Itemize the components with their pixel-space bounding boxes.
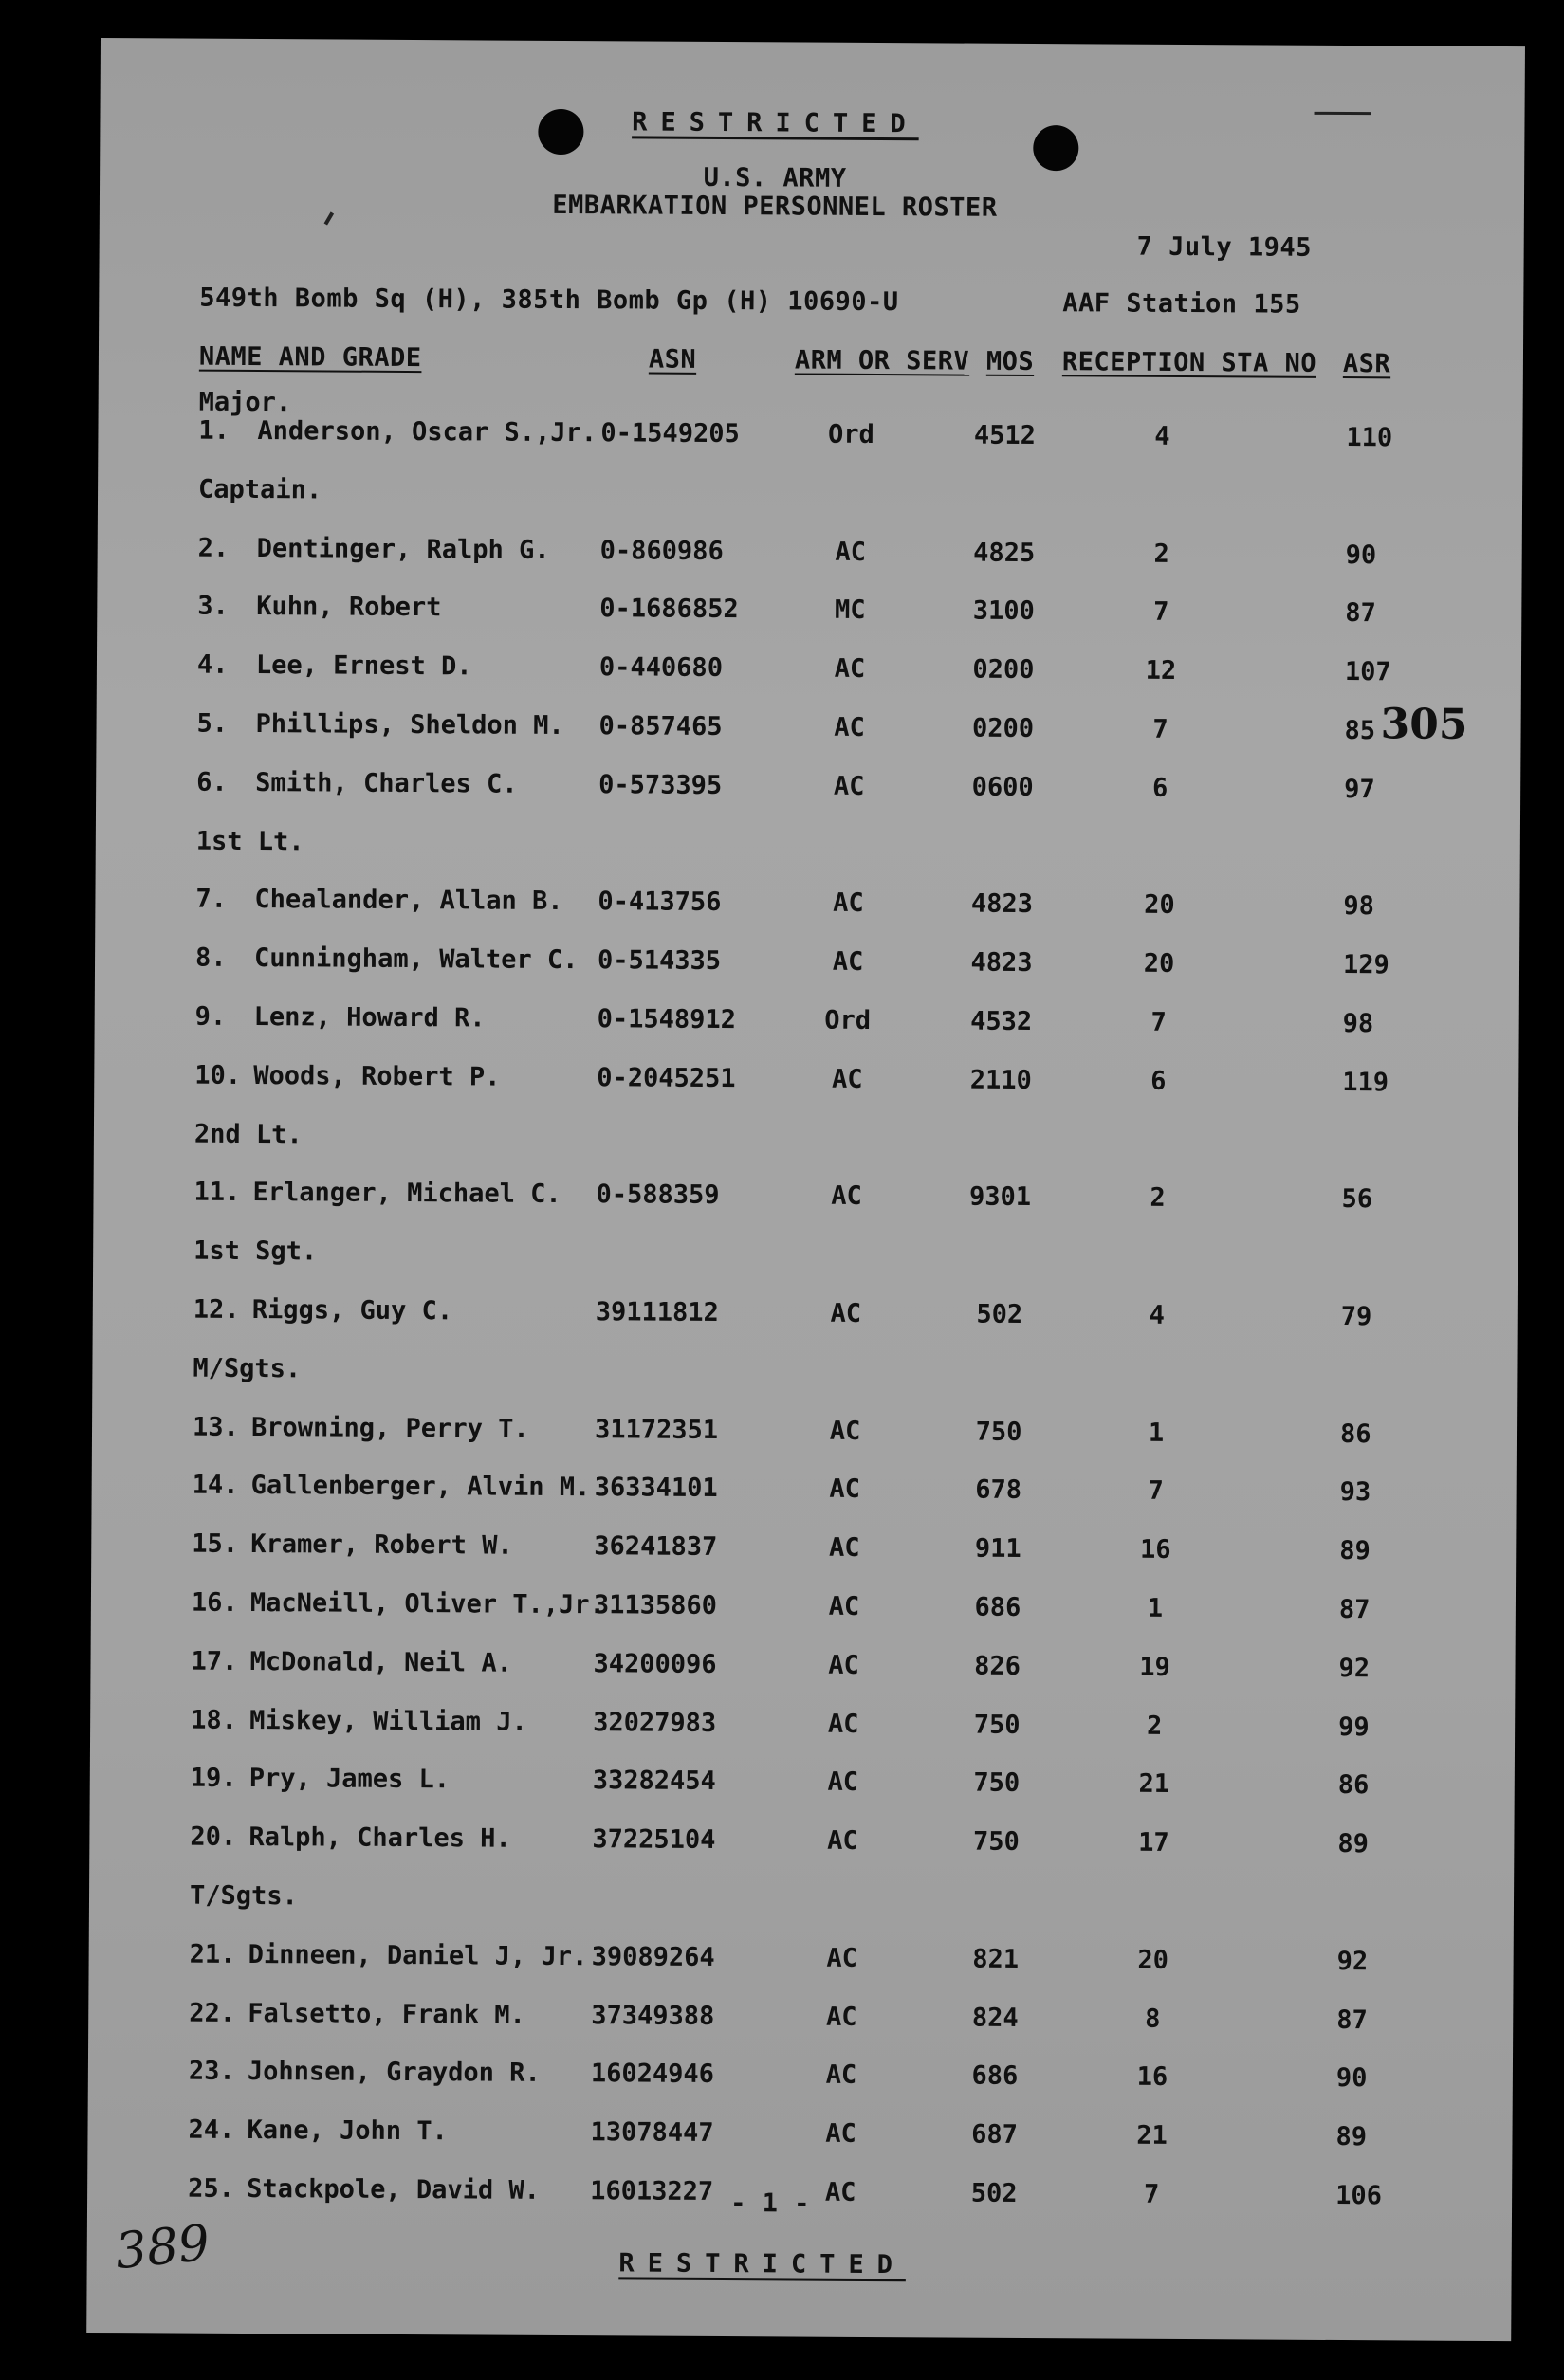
mos-code: 502: [976, 1299, 1023, 1329]
member-name: Kuhn, Robert: [256, 592, 442, 623]
member-name: Erlanger, Michael C.: [252, 1178, 561, 1210]
mos-code: 824: [971, 2003, 1019, 2033]
reception-station: 21: [1138, 1769, 1170, 1800]
stray-mark: [1315, 112, 1371, 115]
asr-score: 98: [1343, 891, 1375, 922]
member-name: McDonald, Neil A.: [249, 1646, 512, 1678]
roster-row: [88, 2056, 1513, 2102]
row-number: 12.: [193, 1294, 240, 1325]
member-name: Anderson, Oscar S.,Jr.: [257, 416, 598, 449]
arm-or-service: AC: [831, 1181, 862, 1212]
arm-or-service: AC: [834, 653, 866, 685]
asr-score: 87: [1336, 2005, 1368, 2035]
reception-station: 7: [1150, 1007, 1167, 1037]
arm-or-service: AC: [832, 946, 864, 978]
reception-station: 7: [1148, 1476, 1164, 1507]
roster-row: [93, 1294, 1518, 1341]
roster-row: [92, 1412, 1517, 1458]
col-mos-header: MOS: [985, 346, 1035, 377]
arm-or-service: Ord: [824, 1005, 872, 1035]
roster-row: [90, 1646, 1515, 1693]
member-name: Dentinger, Ralph G.: [256, 533, 550, 565]
asr-score: 110: [1346, 423, 1393, 453]
stray-mark: [324, 211, 335, 225]
service-number: 0-860986: [599, 535, 724, 566]
restricted-header: RESTRICTED: [632, 107, 919, 139]
mos-code: 686: [974, 1592, 1021, 1622]
arm-or-service: AC: [825, 2002, 857, 2032]
reception-station: 20: [1143, 948, 1175, 979]
col-name-header: NAME AND GRADE: [198, 341, 422, 374]
row-number: 22.: [189, 1998, 236, 2028]
row-number: 10.: [194, 1060, 242, 1090]
asr-score: 106: [1335, 2180, 1382, 2211]
asr-score: 90: [1335, 2063, 1368, 2094]
mos-code: 0200: [972, 654, 1035, 686]
arm-or-service: Ord: [827, 419, 874, 449]
asr-score: 99: [1338, 1712, 1370, 1742]
asr-score: 79: [1340, 1302, 1372, 1332]
roster-row: [98, 533, 1522, 579]
member-name: Dinneen, Daniel J, Jr.: [248, 1939, 588, 1971]
row-number: 11.: [193, 1178, 241, 1208]
service-number: 0-2045251: [597, 1063, 736, 1093]
reception-station: 4: [1149, 1300, 1166, 1330]
row-number: 6.: [196, 767, 228, 797]
service-number: 36334101: [594, 1473, 718, 1504]
reception-station: 6: [1151, 773, 1168, 803]
roster-row: [92, 1470, 1517, 1516]
mos-code: 2110: [969, 1065, 1032, 1095]
station-line: AAF Station 155: [1062, 288, 1301, 320]
reception-station: 17: [1138, 1827, 1169, 1858]
restricted-footer: RESTRICTED: [618, 2248, 907, 2280]
row-number: 14.: [192, 1471, 239, 1501]
member-name: Lenz, Howard R.: [253, 1002, 486, 1034]
grade-heading-row: [93, 1236, 1518, 1282]
service-number: 37225104: [592, 1824, 716, 1856]
grade-label: M/Sgts.: [193, 1353, 302, 1384]
service-number: 16013227: [590, 2176, 714, 2206]
member-name: Lee, Ernest D.: [255, 650, 472, 682]
mos-code: 4532: [970, 1006, 1033, 1037]
member-name: Pry, James L.: [248, 1764, 451, 1795]
service-number: 0-413756: [598, 887, 722, 918]
grade-label: Major.: [198, 387, 292, 418]
roster-row: [90, 1705, 1515, 1751]
arm-or-service: AC: [825, 2118, 856, 2150]
row-number: 24.: [188, 2115, 235, 2146]
reception-station: 7: [1152, 714, 1168, 744]
service-number: 32027983: [593, 1707, 717, 1738]
row-number: 13.: [192, 1412, 239, 1442]
roster-page: [86, 38, 1525, 2341]
service-number: 0-1686852: [599, 594, 739, 625]
asr-score: 87: [1338, 1595, 1371, 1625]
arm-or-service: AC: [829, 1474, 861, 1505]
row-number: 16.: [191, 1587, 238, 1618]
asr-score: 89: [1337, 1829, 1369, 1859]
mos-code: 4823: [970, 889, 1034, 920]
arm-or-service: AC: [830, 1298, 862, 1328]
row-number: 8.: [194, 943, 227, 974]
member-name: Cunningham, Walter C.: [253, 943, 579, 976]
mos-code: 750: [973, 1710, 1021, 1740]
row-number: 25.: [188, 2173, 235, 2204]
roster-row: [98, 415, 1522, 462]
member-name: Kramer, Robert W.: [250, 1529, 513, 1561]
roster-row: [95, 1001, 1519, 1048]
service-number: 31135860: [593, 1590, 718, 1621]
arm-or-service: AC: [827, 1767, 859, 1798]
reception-station: 2: [1153, 539, 1169, 569]
roster-row: [91, 1529, 1516, 1575]
member-name: Ralph, Charles H.: [248, 1822, 511, 1854]
member-name: Kane, John T.: [247, 2115, 448, 2147]
roster-row: [91, 1587, 1516, 1634]
member-name: Stackpole, David W.: [247, 2173, 541, 2206]
asr-score: 85: [1344, 716, 1376, 746]
asr-score: 92: [1336, 1946, 1369, 1976]
roster-row: [89, 1939, 1514, 1986]
service-number: 0-514335: [597, 945, 722, 977]
arm-or-service: AC: [826, 1943, 857, 1973]
member-name: Woods, Robert P.: [253, 1060, 501, 1092]
arm-or-service: AC: [827, 1709, 859, 1739]
row-number: 7.: [195, 885, 228, 915]
service-number: 0-857465: [598, 711, 723, 742]
arm-or-service: AC: [824, 2177, 856, 2207]
reception-station: 20: [1137, 1945, 1168, 1975]
asr-score: 107: [1344, 657, 1391, 687]
reception-station: 16: [1136, 2062, 1168, 2093]
row-number: 4.: [196, 650, 229, 681]
arm-or-service: AC: [833, 771, 865, 801]
grade-label: 2nd Lt.: [193, 1119, 303, 1149]
reception-station: 1: [1147, 1593, 1164, 1623]
asr-score: 56: [1341, 1184, 1373, 1215]
unit-line: 549th Bomb Sq (H), 385th Bomb Gp (H) 10690-U: [199, 283, 899, 318]
member-name: Phillips, Sheldon M.: [255, 709, 564, 741]
arm-or-service: AC: [828, 1591, 860, 1621]
service-number: 0-588359: [596, 1180, 720, 1211]
mos-code: 821: [972, 1944, 1020, 1974]
roster-row: [96, 767, 1520, 814]
mos-code: 502: [970, 2178, 1018, 2208]
member-name: Johnsen, Graydon R.: [247, 2057, 541, 2089]
member-name: Riggs, Guy C.: [251, 1295, 453, 1327]
arm-or-service: AC: [833, 888, 864, 919]
service-number: 34200096: [593, 1649, 717, 1679]
row-number: 2.: [197, 533, 230, 563]
grade-heading-row: [98, 474, 1522, 521]
row-number: 20.: [190, 1822, 237, 1853]
col-reception-header: RECEPTION STA NO: [1061, 347, 1317, 378]
roster-row: [97, 650, 1521, 696]
roster-row: [90, 1763, 1515, 1809]
reception-station: 21: [1136, 2120, 1168, 2151]
mos-code: 687: [971, 2119, 1018, 2151]
mos-code: 9301: [968, 1182, 1032, 1213]
roster-row: [96, 708, 1520, 755]
reception-station: 19: [1139, 1652, 1170, 1682]
arm-or-service: MC: [834, 595, 866, 626]
member-name: Falsetto, Frank M.: [248, 1998, 525, 2030]
mos-code: 0600: [971, 772, 1034, 802]
mos-code: 678: [975, 1475, 1022, 1506]
reception-station: 20: [1144, 890, 1175, 921]
reception-station: 2: [1146, 1711, 1163, 1741]
arm-or-service: AC: [831, 1064, 863, 1094]
member-name: Browning, Perry T.: [250, 1412, 529, 1444]
grade-label: 1st Sgt.: [193, 1236, 318, 1267]
roster-date: 7 July 1945: [1136, 231, 1313, 263]
asr-score: 92: [1338, 1653, 1371, 1684]
org-line: U.S. ARMY: [703, 162, 847, 193]
page-number: - 1 -: [730, 2188, 811, 2219]
reception-station: 8: [1145, 2004, 1161, 2034]
row-number: 19.: [190, 1764, 237, 1794]
grade-heading-row: [96, 826, 1520, 872]
service-number: 0-440680: [598, 652, 724, 684]
mos-code: 4823: [970, 947, 1033, 979]
mos-code: 911: [974, 1533, 1021, 1565]
asr-score: 93: [1339, 1477, 1371, 1508]
reception-station: 4: [1154, 421, 1170, 451]
roster-row: [95, 884, 1519, 930]
mos-code: 3100: [972, 596, 1035, 627]
member-name: Gallenberger, Alvin M.: [250, 1471, 591, 1503]
grade-label: 1st Lt.: [195, 826, 304, 856]
reception-station: 6: [1150, 1066, 1167, 1096]
arm-or-service: AC: [829, 1416, 861, 1446]
service-number: 13078447: [590, 2117, 714, 2149]
col-arm-header: ARM OR SERV: [794, 345, 970, 376]
row-number: 18.: [191, 1705, 238, 1735]
roster-row: [88, 1998, 1513, 2044]
col-asr-header: ASR: [1342, 349, 1391, 379]
mos-code: 750: [973, 1768, 1021, 1799]
mos-code: 750: [975, 1417, 1022, 1447]
row-number: 9.: [194, 1001, 227, 1032]
arm-or-service: AC: [834, 712, 865, 742]
reception-station: 2: [1150, 1183, 1166, 1214]
service-number: 33282454: [592, 1766, 716, 1797]
roster-row: [87, 2115, 1512, 2161]
arm-or-service: AC: [828, 1650, 859, 1680]
row-number: 21.: [189, 1939, 236, 1969]
stamp-number: 305: [1380, 700, 1468, 749]
row-number: 3.: [197, 592, 229, 622]
service-number: 37349388: [591, 2000, 715, 2031]
member-name: Smith, Charles C.: [255, 767, 518, 799]
asr-score: 86: [1337, 1770, 1370, 1801]
mos-code: 750: [972, 1826, 1020, 1858]
service-number: 0-573395: [598, 770, 723, 800]
grade-label: Captain.: [197, 474, 322, 505]
arm-or-service: AC: [825, 2060, 857, 2091]
punch-hole-right: [1033, 125, 1078, 171]
service-number: 36241837: [594, 1531, 718, 1563]
service-number: 16024946: [590, 2059, 715, 2090]
mos-code: 0200: [971, 713, 1035, 744]
grade-heading-row: [92, 1353, 1517, 1400]
asr-score: 86: [1339, 1419, 1371, 1449]
col-asn-header: ASN: [648, 344, 697, 375]
reception-station: 7: [1143, 2179, 1160, 2209]
arm-or-service: AC: [827, 1825, 858, 1857]
reception-station: 16: [1139, 1534, 1171, 1565]
member-name: Chealander, Allan B.: [254, 885, 563, 917]
mos-code: 686: [971, 2061, 1019, 2092]
mos-code: 826: [974, 1651, 1021, 1681]
service-number: 0-1549205: [600, 418, 740, 449]
row-number: 1.: [198, 415, 230, 446]
roster-row: [89, 1822, 1514, 1868]
row-number: 15.: [192, 1529, 239, 1560]
grade-heading-row: [89, 1880, 1514, 1927]
mos-code: 4512: [973, 420, 1037, 451]
document-title: EMBARKATION PERSONNEL ROSTER: [552, 190, 998, 223]
reception-station: 7: [1153, 597, 1169, 628]
asr-score: 129: [1342, 950, 1389, 980]
handwritten-number: 389: [113, 2214, 212, 2281]
asr-score: 90: [1345, 540, 1377, 570]
arm-or-service: AC: [828, 1532, 860, 1564]
service-number: 31172351: [594, 1414, 719, 1445]
punch-hole-left: [538, 109, 583, 155]
row-number: 5.: [196, 708, 229, 739]
asr-score: 98: [1342, 1009, 1374, 1039]
service-number: 39089264: [591, 1941, 715, 1972]
member-name: MacNeill, Oliver T.,Jr.: [249, 1587, 605, 1620]
mos-code: 4825: [973, 538, 1036, 568]
reception-station: 1: [1148, 1418, 1165, 1448]
asr-score: 89: [1339, 1536, 1371, 1566]
grade-heading-row: [94, 1119, 1518, 1165]
asr-score: 89: [1335, 2122, 1368, 2152]
row-number: 23.: [188, 2056, 235, 2087]
reception-station: 12: [1145, 655, 1177, 687]
member-name: Miskey, William J.: [249, 1705, 527, 1737]
asr-score: 97: [1344, 774, 1375, 805]
service-number: 39111812: [595, 1297, 719, 1328]
row-number: 17.: [191, 1646, 238, 1676]
arm-or-service: AC: [835, 537, 867, 567]
roster-row: [93, 1177, 1518, 1223]
roster-row: [97, 591, 1521, 637]
service-number: 0-1548912: [597, 1004, 737, 1035]
asr-score: 119: [1342, 1067, 1389, 1098]
asr-score: 87: [1345, 598, 1376, 629]
roster-row: [95, 943, 1519, 989]
grade-label: T/Sgts.: [189, 1880, 298, 1912]
roster-row: [94, 1060, 1518, 1107]
